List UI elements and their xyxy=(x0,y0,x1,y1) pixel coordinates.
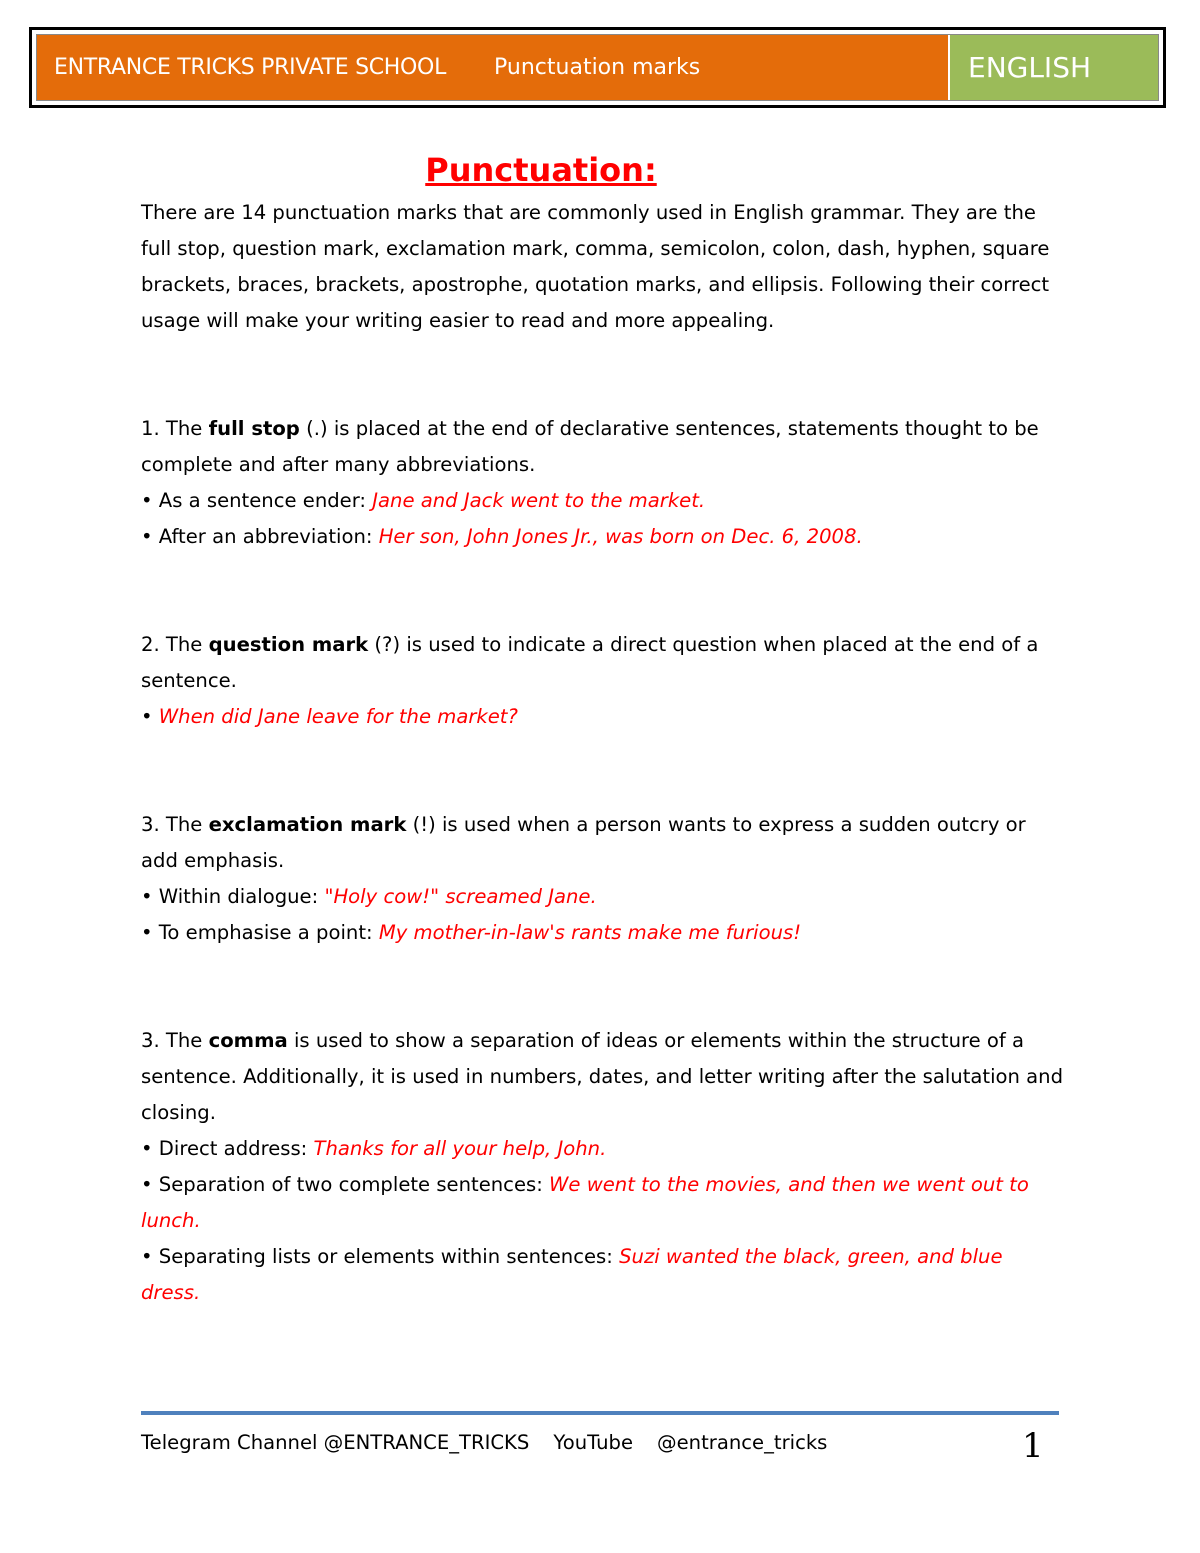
section-text: (.) is placed at the end of declarative sentences, statements thought to be complete and after many abbreviations. xyxy=(141,417,1039,476)
section-full-stop xyxy=(141,411,1066,555)
example-text: My mother-in-law's rants make me furious! xyxy=(378,921,802,944)
example-label: Separation of two complete sentences: xyxy=(152,1173,550,1196)
example-text: "Holy cow!" screamed Jane. xyxy=(324,885,597,908)
subject-name: ENGLISH xyxy=(968,51,1092,84)
header-left-panel xyxy=(37,35,950,100)
section-text: (!) is used when a person wants to express a sudden outcry or add emphasis. xyxy=(141,813,1026,872)
section-description xyxy=(141,627,1066,699)
document-body xyxy=(141,145,1066,1311)
example-label: To emphasise a point: xyxy=(152,921,379,944)
bullet-icon: • xyxy=(141,489,153,512)
example-text: Suzi wanted the black, green, and blue dress. xyxy=(141,1245,1003,1304)
topic-name: Punctuation marks xyxy=(494,55,701,80)
section-number: 3. The xyxy=(141,813,209,836)
section-term: exclamation mark xyxy=(208,813,407,836)
example-item xyxy=(141,519,1066,555)
bullet-icon: • xyxy=(141,885,153,908)
section-comma xyxy=(141,1023,1066,1311)
example-item xyxy=(141,483,1066,519)
section-question-mark xyxy=(141,627,1066,735)
section-term: comma xyxy=(208,1029,288,1052)
spacer xyxy=(141,555,1066,627)
section-number: 2. The xyxy=(141,633,209,656)
bullet-icon: • xyxy=(141,1173,153,1196)
example-text: When did Jane leave for the market? xyxy=(158,705,518,728)
section-description xyxy=(141,1023,1066,1131)
example-item xyxy=(141,1167,1066,1239)
example-item xyxy=(141,1239,1066,1311)
section-number: 1. The xyxy=(141,417,209,440)
school-name: ENTRANCE TRICKS PRIVATE SCHOOL xyxy=(54,55,447,80)
subject-panel xyxy=(950,35,1158,100)
section-description xyxy=(141,411,1066,483)
bullet-icon: • xyxy=(141,1137,153,1160)
page-title: Punctuation: xyxy=(425,151,657,189)
example-item xyxy=(141,915,1066,951)
section-term: full stop xyxy=(208,417,300,440)
example-label: After an abbreviation: xyxy=(152,525,379,548)
example-item xyxy=(141,699,1066,735)
example-text: We went to the movies, and then we went out to lunch. xyxy=(141,1173,1029,1232)
example-label: Direct address: xyxy=(152,1137,314,1160)
header-inner xyxy=(36,34,1159,101)
spacer xyxy=(141,339,1066,411)
bullet-icon: • xyxy=(141,525,153,548)
bullet-icon: • xyxy=(141,705,153,728)
section-text: is used to show a separation of ideas or elements within the structure of a sentence. Additionally, it is used in numbers, dates, and letter writing after the salutation and closing. xyxy=(141,1029,1064,1124)
section-description xyxy=(141,807,1066,879)
telegram-link[interactable]: Telegram Channel @ENTRANCE_TRICKS xyxy=(141,1431,530,1454)
section-exclamation-mark xyxy=(141,807,1066,951)
section-number: 3. The xyxy=(141,1029,209,1052)
youtube-label: YouTube xyxy=(553,1431,634,1454)
youtube-link[interactable]: @entrance_tricks xyxy=(657,1431,828,1454)
footer-links xyxy=(141,1428,827,1458)
section-text: (?) is used to indicate a direct question when placed at the end of a sentence. xyxy=(141,633,1039,692)
bullet-icon: • xyxy=(141,921,153,944)
page-number: 1 xyxy=(1022,1426,1044,1466)
example-item xyxy=(141,1131,1066,1167)
spacer xyxy=(141,951,1066,1023)
example-label: As a sentence ender: xyxy=(152,489,373,512)
example-text: Thanks for all your help, John. xyxy=(313,1137,607,1160)
bullet-icon: • xyxy=(141,1245,153,1268)
intro-paragraph: There are 14 punctuation marks that are commonly used in English grammar. They are the full stop, question mark, exclamation mark, comma, semicolon, colon, dash, hyphen, square brackets, braces, brackets, apostrophe, quotation marks, and ellipsis. Following their correct usage will make your writing easier to read and more appealing. xyxy=(141,201,1050,332)
spacer xyxy=(141,735,1066,807)
example-item xyxy=(141,879,1066,915)
footer-divider xyxy=(141,1411,1059,1415)
page-header xyxy=(29,27,1166,108)
example-label: Within dialogue: xyxy=(152,885,325,908)
example-label: Separating lists or elements within sentences: xyxy=(152,1245,620,1268)
section-term: question mark xyxy=(208,633,369,656)
example-text: Her son, John Jones Jr., was born on Dec. 6, 2008. xyxy=(378,525,863,548)
example-text: Jane and Jack went to the market. xyxy=(372,489,706,512)
